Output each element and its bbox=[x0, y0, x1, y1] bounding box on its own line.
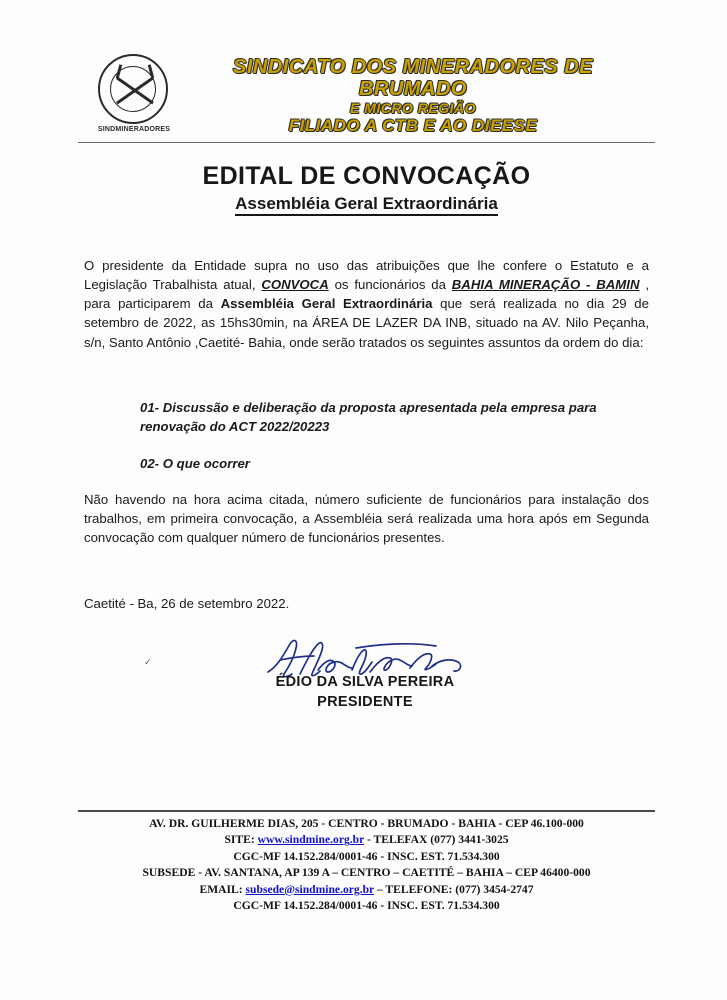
footer-email-prefix: EMAIL: bbox=[199, 882, 246, 896]
union-logo bbox=[86, 54, 182, 138]
signatory-role: PRESIDENTE bbox=[317, 694, 413, 710]
footer-subsede: SUBSEDE - AV. SANTANA, AP 139 A – CENTRO – CAETITÉ – BAHIA – CEP 46400-000 bbox=[142, 866, 591, 880]
letterhead-line-3: FILIADO A CTB E AO DIEESE bbox=[288, 116, 538, 136]
footer-divider bbox=[78, 810, 655, 812]
footer-site-prefix: SITE: bbox=[224, 833, 258, 847]
para1-part3: , para participarem da bbox=[84, 277, 649, 312]
stray-pen-mark: ✓ bbox=[144, 657, 152, 667]
page-subtitle-text: Assembléia Geral Extraordinária bbox=[235, 194, 498, 216]
email-link[interactable]: subsede@sindmine.org.br bbox=[245, 882, 374, 896]
pickaxe-head-icon bbox=[148, 64, 155, 78]
footer-block bbox=[78, 816, 655, 915]
letterhead bbox=[78, 48, 653, 138]
footer-telefone: – TELEFONE: (077) 3454-2747 bbox=[374, 882, 534, 896]
paragraph-convocation bbox=[84, 256, 649, 352]
paragraph-second-call: Não havendo na hora acima citada, número suficiente de funcionários para instalação dos trabalhos, em primeira convocação, a Assembléia será realizada uma hora após em Segunda convocação com qualquer número de funcionários presentes. bbox=[84, 492, 649, 546]
para1-part1: O presidente da Entidade supra no uso das atribuições que lhe confere o Estatuto e a Legislação Trabalhista atual, bbox=[84, 258, 649, 293]
logo-caption: SINDMINERADORES bbox=[97, 126, 171, 133]
letterhead-text bbox=[178, 56, 648, 135]
signatory-name: ÉDIO DA SILVA PEREIRA bbox=[275, 674, 455, 690]
hammer-head-icon bbox=[116, 64, 123, 78]
convoca-emphasis: CONVOCA bbox=[261, 277, 329, 293]
page-subtitle bbox=[78, 194, 655, 214]
dateline: Caetité - Ba, 26 de setembro 2022. bbox=[84, 596, 290, 611]
agenda-item-1: 01- Discussão e deliberação da proposta apresentada pela empresa para renovação do ACT 2022/20223 bbox=[140, 400, 597, 435]
pickaxe-icon bbox=[116, 77, 154, 105]
para1-part2: os funcionários da bbox=[328, 277, 452, 293]
header-divider bbox=[78, 142, 655, 143]
footer-telefax: - TELEFAX (077) 3441-3025 bbox=[364, 833, 509, 847]
hammer-icon bbox=[116, 77, 154, 105]
letterhead-line-2: E MICRO REGIÃO bbox=[349, 99, 476, 116]
website-link[interactable]: www.sindmine.org.br bbox=[257, 833, 365, 847]
footer-site-line bbox=[78, 832, 655, 848]
letterhead-line-1: SINDICATO DOS MINERADORES DE BRUMADO bbox=[233, 56, 593, 101]
signature-block bbox=[200, 636, 530, 716]
assembly-name: Assembléia Geral Extraordinária bbox=[220, 296, 433, 312]
agenda-list bbox=[140, 398, 650, 473]
agenda-item-2: 02- O que ocorrer bbox=[140, 456, 250, 472]
footer-email-line bbox=[78, 882, 655, 898]
para1-part4: que será realizada no dia 29 de setembro de 2022, as 15hs30min, na ÁREA DE LAZER DA INB, situado na AV. Nilo Peçanha, s/n, Santo Antônio ,Caetité- Bahia, onde serão tratados os seguintes assuntos da ordem do dia: bbox=[84, 296, 649, 350]
logo-circle-icon bbox=[98, 54, 168, 124]
page-title: EDITAL DE CONVOCAÇÃO bbox=[202, 162, 531, 190]
footer-address-main: AV. DR. GUILHERME DIAS, 205 - CENTRO - BRUMADO - BAHIA - CEP 46.100-000 bbox=[149, 817, 584, 830]
footer-cgc-1: CGC-MF 14.152.284/0001-46 - INSC. EST. 71.534.300 bbox=[233, 849, 500, 863]
footer-cgc-2: CGC-MF 14.152.284/0001-46 - INSC. EST. 71.534.300 bbox=[233, 899, 500, 913]
company-name: BAHIA MINERAÇÃO - BAMIN bbox=[451, 277, 640, 293]
